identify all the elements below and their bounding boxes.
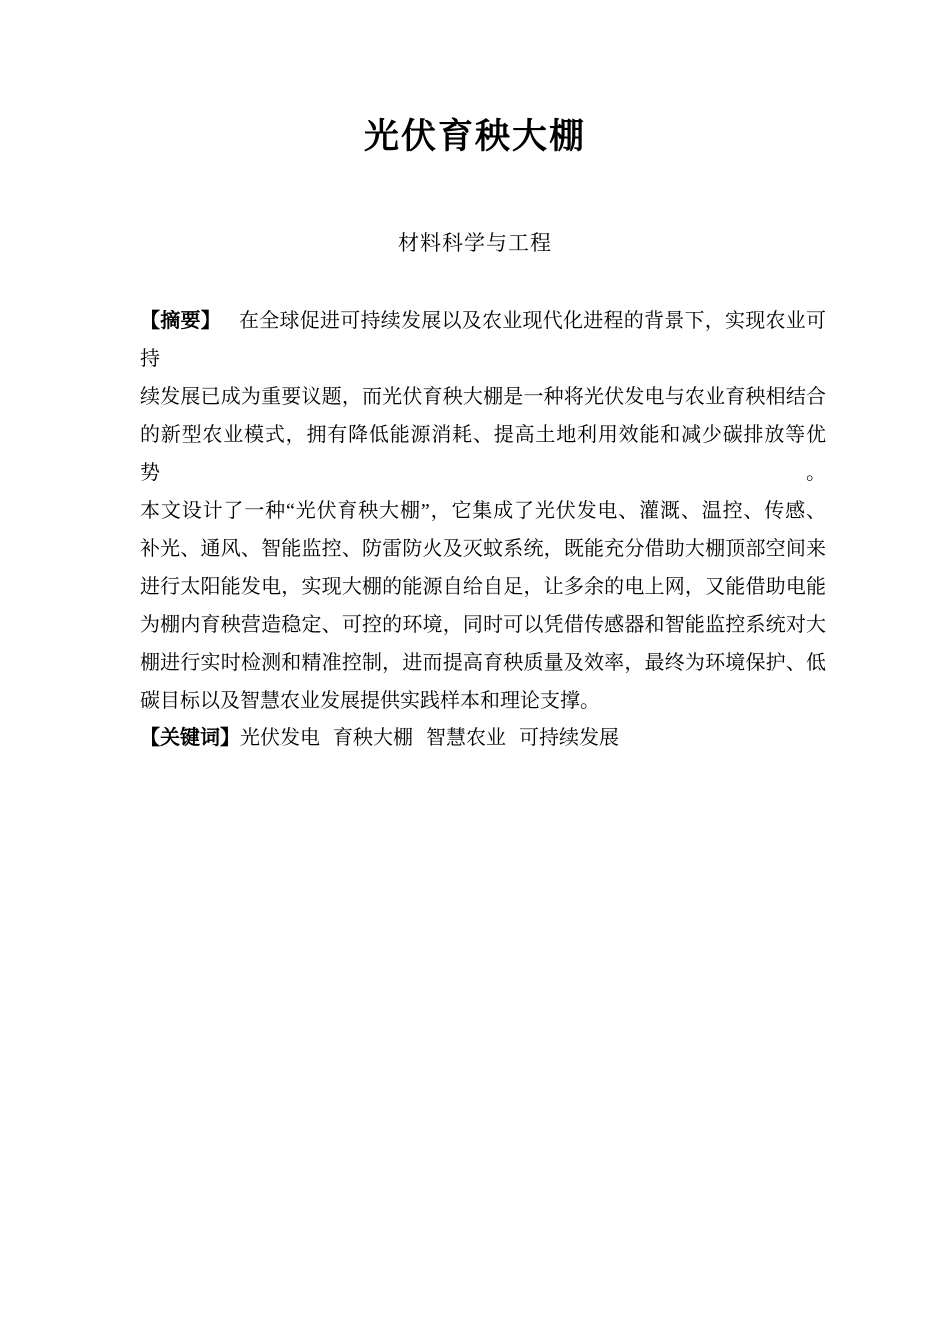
document-title: 光伏育秧大棚: [363, 117, 586, 156]
keywords-label: 【关键词】: [140, 727, 240, 749]
abstract-line-text: 在全球促进可持续发展以及农业现代化进程的背景下，实现农业可持: [140, 310, 826, 370]
keyword-item: 育秧大棚: [333, 727, 413, 749]
abstract-line-text: 碳目标以及智慧农业发展提供实践样本和理论支撑。: [140, 690, 600, 712]
abstract-line-text: 续发展已成为重要议题，而光伏育秧大棚是一种将光伏发电与农业育秧相结合: [140, 386, 826, 408]
abstract-line: [140, 644, 826, 682]
keywords-line: [140, 722, 826, 755]
keyword-item: 可持续发展: [519, 727, 619, 749]
abstract-section: [140, 302, 826, 755]
abstract-line: [140, 682, 826, 720]
keyword-item: 智慧农业: [426, 727, 506, 749]
abstract-line: [140, 302, 826, 378]
abstract-line: [140, 416, 826, 492]
abstract-line-text: 补光、通风、智能监控、防雷防火及灭蚊系统，既能充分借助大棚顶部空间来: [140, 538, 826, 560]
abstract-line-text: 进行太阳能发电，实现大棚的能源自给自足，让多余的电上网，又能借助电能: [140, 576, 826, 598]
abstract-line-text: 为棚内育秧营造稳定、可控的环境，同时可以凭借传感器和智能监控系统对大: [140, 614, 826, 636]
abstract-line: [140, 568, 826, 606]
abstract-line: [140, 378, 826, 416]
abstract-line-text: 的新型农业模式，拥有降低能源消耗、提高土地利用效能和减少碳排放等优势。: [140, 424, 826, 484]
document-subtitle: 材料科学与工程: [398, 231, 552, 255]
abstract-label: 【摘要】: [140, 310, 221, 332]
abstract-line-text: 棚进行实时检测和精准控制，进而提高育秧质量及效率，最终为环境保护、低: [140, 652, 826, 674]
abstract-line: [140, 606, 826, 644]
abstract-line: [140, 530, 826, 568]
keywords-list: [240, 727, 619, 749]
abstract-line: [140, 492, 826, 530]
abstract-line-text: 本文设计了一种“光伏育秧大棚”，它集成了光伏发电、灌溉、温控、传感、: [140, 500, 826, 522]
keyword-item: 光伏发电: [240, 727, 320, 749]
